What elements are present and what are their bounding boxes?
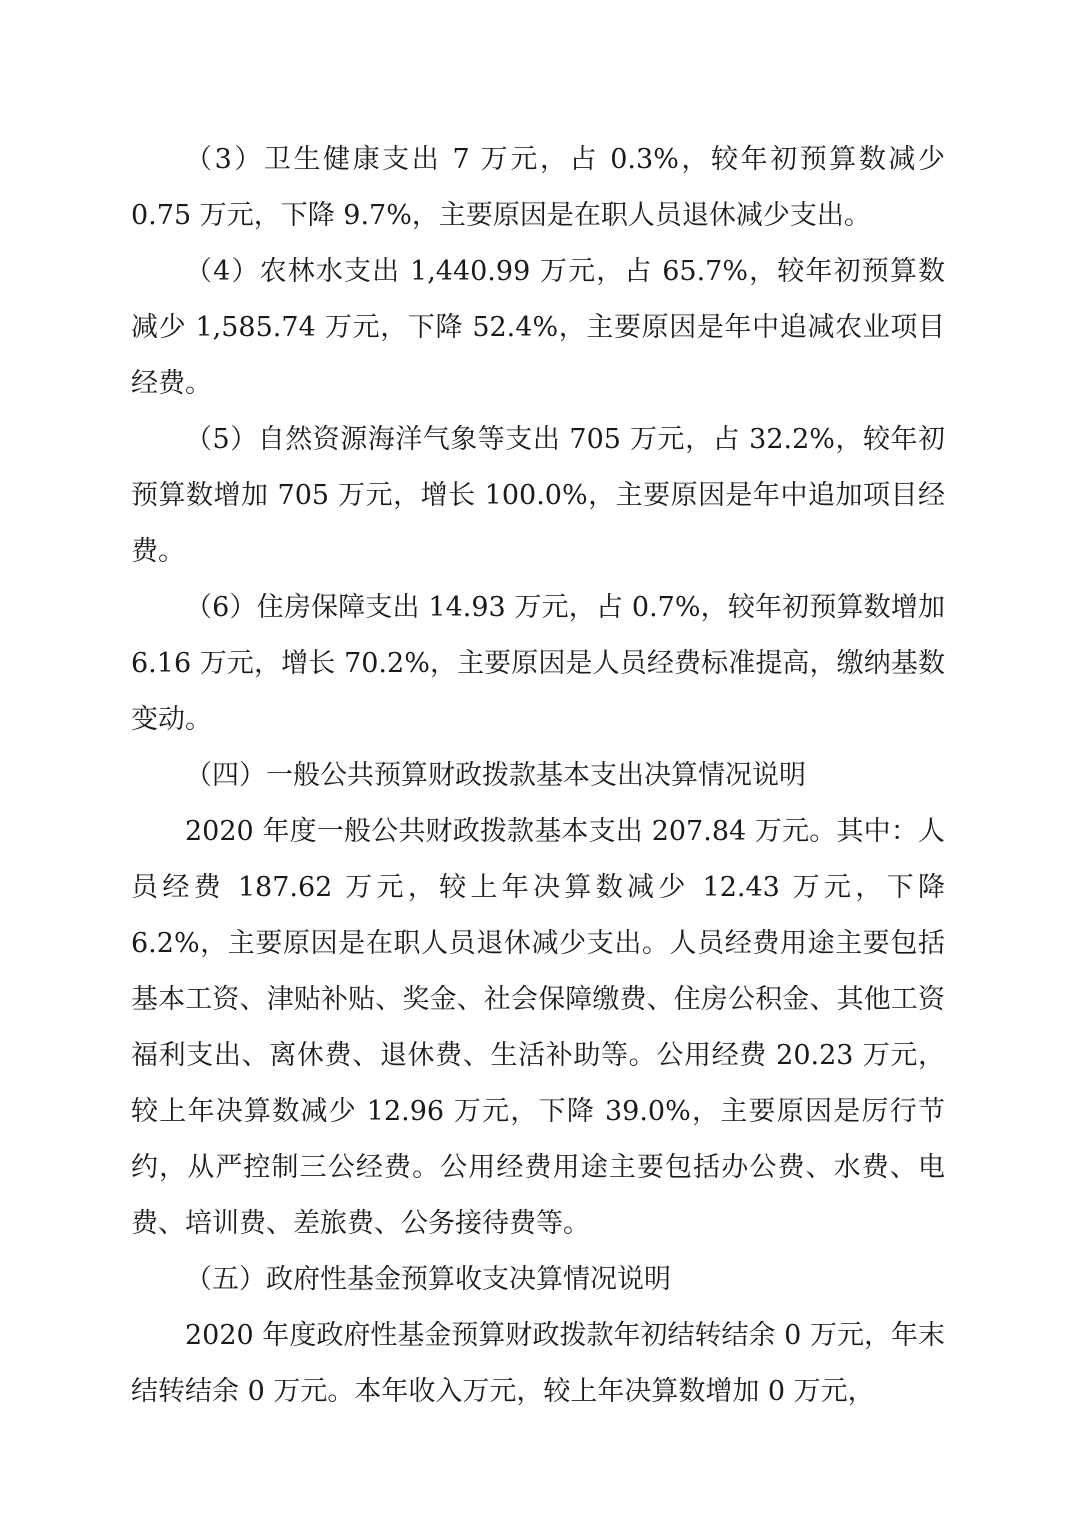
para-natural-resources-expenditure: （5）自然资源海洋气象等支出 705 万元，占 32.2%，较年初预算数增加 705 万元，增长 100.0%，主要原因是年中追加项目经费。 — [131, 424, 945, 567]
para-housing-expenditure: （6）住房保障支出 14.93 万元，占 0.7%，较年初预算数增加 6.16 万元，增长 70.2%，主要原因是人员经费标准提高，缴纳基数变动。 — [131, 592, 945, 735]
para-agriculture-expenditure: （4）农林水支出 1,440.99 万元，占 65.7%，较年初预算数减少 1,585.74 万元，下降 52.4%，主要原因是年中追减农业项目经费。 — [131, 256, 945, 399]
para-health-expenditure: （3）卫生健康支出 7 万元，占 0.3%，较年初预算数减少 0.75 万元，下降 9.7%，主要原因是在职人员退休减少支出。 — [131, 144, 945, 231]
para-government-fund: 2020 年度政府性基金预算财政拨款年初结转结余 0 万元，年末结转结余 0 万元。本年收入万元，较上年决算数增加 0 万元， — [131, 1320, 945, 1407]
para-basic-expenditure: 2020 年度一般公共财政拨款基本支出 207.84 万元。其中：人员经费 187.62 万元，较上年决算数减少 12.43 万元，下降 6.2%，主要原因是在职人员退休减少支出。人员经费用途主要包括基本工资、津贴补贴、奖金、社会保障缴费、住房公积金、其他工资福利支出、离休费、退休费、生活补助等。公用经费 20.23 万元，较上年决算数减少 12.96 万元，下降 39.0%，主要原因是厉行节约，从严控制三公经费。公用经费用途主要包括办公费、水费、电费、培训费、差旅费、公务接待费等。 — [131, 816, 945, 1239]
document-body — [131, 132, 945, 1420]
heading-section-five: （五）政府性基金预算收支决算情况说明 — [185, 1264, 671, 1295]
heading-section-four: （四）一般公共预算财政拨款基本支出决算情况说明 — [185, 760, 806, 791]
